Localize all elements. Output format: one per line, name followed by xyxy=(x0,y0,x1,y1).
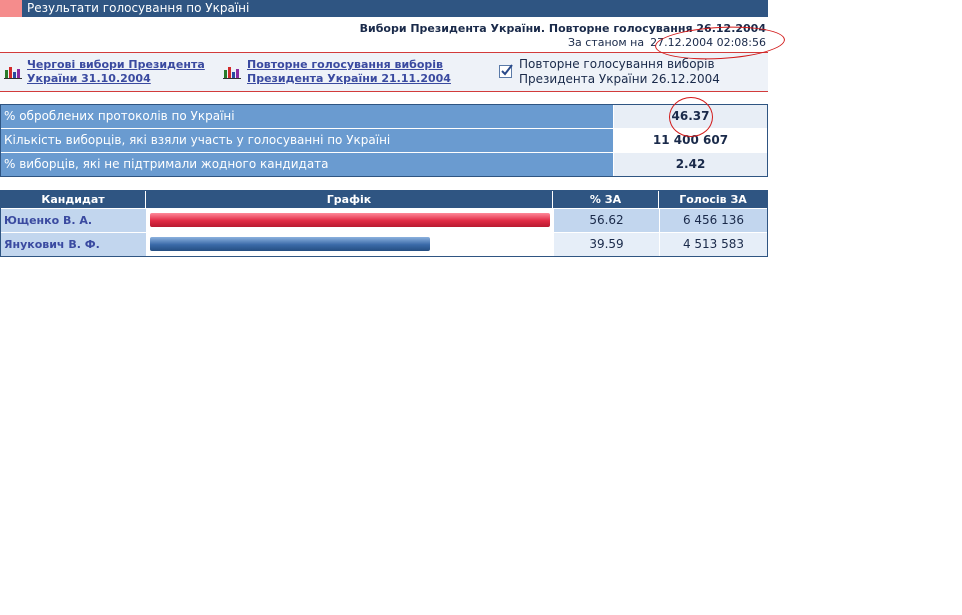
bar-chart-icon xyxy=(4,65,22,79)
table-row xyxy=(1,232,767,256)
election-title: Вибори Президента України. Повторне голосування 26.12.2004 xyxy=(359,22,766,35)
candidate-percent: 39.59 xyxy=(553,233,659,256)
nav-link-runoff-nov[interactable]: Повторне голосування виборів Президента України 21.11.2004 xyxy=(247,58,451,85)
candidate-name: Ющенко В. А. xyxy=(1,209,146,232)
candidates-table xyxy=(0,190,768,257)
summary-row xyxy=(1,129,767,153)
candidate-votes: 4 513 583 xyxy=(659,233,767,256)
graph-cell xyxy=(146,233,553,256)
header-percent: % ЗА xyxy=(553,191,659,208)
summary-value: 46.37 xyxy=(613,105,767,128)
nav-link-first-round[interactable]: Чергові вибори Президента України 31.10.2004 xyxy=(27,58,205,85)
checkbox-checked-icon xyxy=(499,64,514,78)
summary-label: Кількість виборців, які взяли участь у голосуванні по Україні xyxy=(1,129,613,152)
election-nav xyxy=(0,52,768,92)
vote-bar xyxy=(150,237,430,251)
graph-cell xyxy=(146,209,553,232)
table-row xyxy=(1,208,767,232)
header-votes: Голосів ЗА xyxy=(659,191,767,208)
summary-label: % оброблених протоколів по Україні xyxy=(1,105,613,128)
page-title: Результати голосування по Україні xyxy=(27,1,250,15)
bar-chart-icon xyxy=(223,65,241,79)
vote-bar xyxy=(150,213,550,227)
summary-value: 11 400 607 xyxy=(613,129,767,152)
header-graph: Графік xyxy=(146,191,553,208)
summary-row xyxy=(1,105,767,129)
summary-value: 2.42 xyxy=(613,153,767,176)
as-of-line xyxy=(568,36,766,49)
title-bar xyxy=(0,0,768,17)
summary-table xyxy=(0,104,768,177)
header-candidate: Кандидат xyxy=(1,191,146,208)
nav-current-election: Повторне голосування виборів Президента України 26.12.2004 xyxy=(519,57,720,86)
candidate-percent: 56.62 xyxy=(553,209,659,232)
as-of-time: 27.12.2004 02:08:56 xyxy=(650,36,766,49)
candidate-votes: 6 456 136 xyxy=(659,209,767,232)
title-accent xyxy=(0,0,22,17)
summary-label: % виборців, які не підтримали жодного кандидата xyxy=(1,153,613,176)
candidates-header xyxy=(1,191,767,208)
as-of-label: За станом на xyxy=(567,36,645,49)
candidate-name: Янукович В. Ф. xyxy=(1,233,146,256)
summary-row xyxy=(1,153,767,176)
